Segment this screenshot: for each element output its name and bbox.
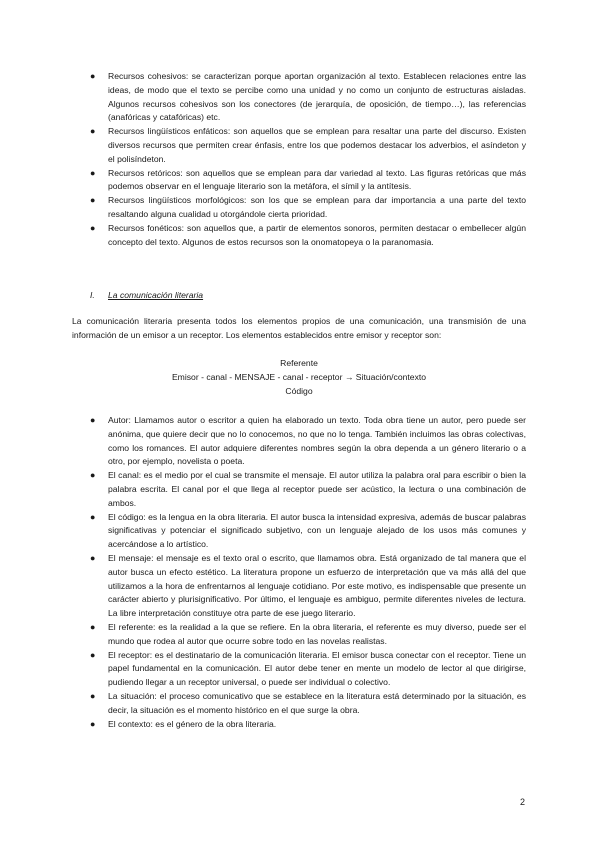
list-item	[90, 414, 526, 469]
bullet-icon: ●	[90, 222, 96, 233]
bullet-icon: ●	[90, 690, 96, 701]
list-item	[90, 690, 526, 718]
bullet-icon: ●	[90, 552, 96, 563]
list-item	[90, 125, 526, 166]
literary-resources-list	[90, 70, 526, 249]
intro-paragraph: La comunicación literaria presenta todos los elementos propios de una comunicación, una transmisión de una información de un emisor a un receptor. Los elementos establecidos entre emisor y receptor son:	[72, 316, 526, 340]
bullet-icon: ●	[90, 167, 96, 178]
section-heading	[90, 289, 203, 302]
list-item-text: El código: es la lengua en la obra literaria. El autor busca la intensidad expresiva, además de buscar palabras significativas y potenciar el significado subjetivo, con un lenguaje alejado de los usos más comunes y acercándose a lo artístico.	[108, 511, 527, 550]
list-item	[90, 194, 526, 222]
list-item	[90, 718, 526, 732]
bullet-icon: ●	[90, 126, 96, 137]
list-item	[90, 167, 526, 195]
list-item-text: La situación: el proceso comunicativo que se establece en la literatura está determinado por la situación, es decir, la situación es el momento histórico en el que surge la obra.	[108, 690, 526, 715]
bullet-icon: ●	[90, 649, 96, 660]
list-item-text: Recursos fonéticos: son aquellos que, a partir de elementos sonoros, permiten destacar o embellecer algún concepto del texto. Algunos de estos recursos son la onomatopeya o la paranomasia.	[108, 222, 526, 247]
bullet-icon: ●	[90, 511, 96, 522]
section-title: La comunicación literaria	[108, 290, 204, 300]
list-item	[90, 649, 526, 690]
bullet-icon: ●	[90, 470, 96, 481]
communication-scheme	[72, 357, 526, 398]
scheme-line-referente: Referente	[280, 358, 318, 368]
list-item-text: Recursos lingüísticos enfáticos: son aquellos que se emplean para resaltar una parte del discurso. Existen diversos recursos que permiten crear énfasis, entre los que podemos destacar los adverbios, el asíndeton y el polisíndeton.	[108, 126, 526, 164]
list-item-text: Autor: Llamamos autor o escritor a quien ha elaborado un texto. Toda obra tiene un autor, pero puede ser anónima, que quiere decir que no lo conocemos, no que no lo tenga. También incluimos las obras colectivas, como los romances. El autor adquiere diferentes nombres según la obra dependa a un género literario o a otro, por ejemplo, novelista o poeta.	[108, 415, 526, 467]
list-item	[90, 511, 526, 552]
list-item-text: El referente: es la realidad a la que se refiere. En la obra literaria, el referente es muy diverso, puede ser el mundo que rodea al autor que ocurre sobre todo en las novelas realistas.	[108, 621, 526, 646]
bullet-icon: ●	[90, 718, 96, 729]
scheme-line-flow: Emisor - canal - MENSAJE - canal - receptor → Situación/contexto	[171, 371, 427, 382]
communication-elements-list	[90, 414, 526, 731]
list-item-text: Recursos cohesivos: se caracterizan porque aportan organización al texto. Establecen relaciones entre las ideas, de modo que el texto se percibe como una unidad y no como un conjunto de estructuras aisladas. Algunos recursos cohesivos son los conectores (de jerarquía, de oposición, de tiempo…), las referencias (anafóricas y catafóricas) etc.	[108, 71, 526, 123]
list-item-text: El canal: es el medio por el cual se transmite el mensaje. El autor utiliza la palabra oral para escribir o bien la palabra escrita. El canal por el que llega al receptor puede ser acústico, la lectura o una combinación de ambos.	[108, 470, 526, 508]
list-item	[90, 469, 526, 510]
list-item-text: Recursos lingüísticos morfológicos: son los que se emplean para dar importancia a una parte del texto resaltando alguna cualidad u otorgándole cierta prioridad.	[108, 195, 526, 219]
scheme-line-codigo: Código	[285, 385, 313, 396]
list-item-text: Recursos retóricos: son aquellos que se emplean para dar variedad al texto. Las figuras retóricas que más podemos observar en el lenguaje literario son la metáfora, el símil y la antítesis.	[108, 167, 526, 192]
section-number: I.	[90, 290, 95, 300]
bullet-icon: ●	[90, 621, 96, 632]
bullet-icon: ●	[90, 71, 96, 81]
list-item-text: El contexto: es el género de la obra literaria.	[108, 718, 277, 729]
list-item-text: El mensaje: el mensaje es el texto oral o escrito, que llamamos obra. Está organizado de tal manera que el autor busca un efecto estético. La literatura propone un esfuerzo de interpretación que va más allá del que utilizamos a la hora de enfrentarnos al lenguaje cotidiano. Por este motivo, es indispensable que presente un carácter abierto y plurisignificativo. Por último, el lenguaje es ambiguo, permite diferentes niveles de lectura. La libre interpretación constituye otra parte de ese juego literario.	[108, 552, 526, 619]
bullet-icon: ●	[90, 415, 96, 425]
list-item	[90, 621, 526, 649]
list-item	[90, 70, 526, 125]
bullet-icon: ●	[90, 195, 96, 206]
list-item	[90, 552, 526, 621]
list-item-text: El receptor: es el destinatario de la comunicación literaria. El emisor busca conectar con el receptor. Tiene un papel fundamental en la comunicación. El autor debe tener en mente un modelo de lector al que dirigirse, pudiendo llegar a un receptor universal, o puede ser individual o colectivo.	[108, 649, 526, 688]
page-number: 2	[520, 797, 526, 807]
list-item	[90, 222, 526, 250]
